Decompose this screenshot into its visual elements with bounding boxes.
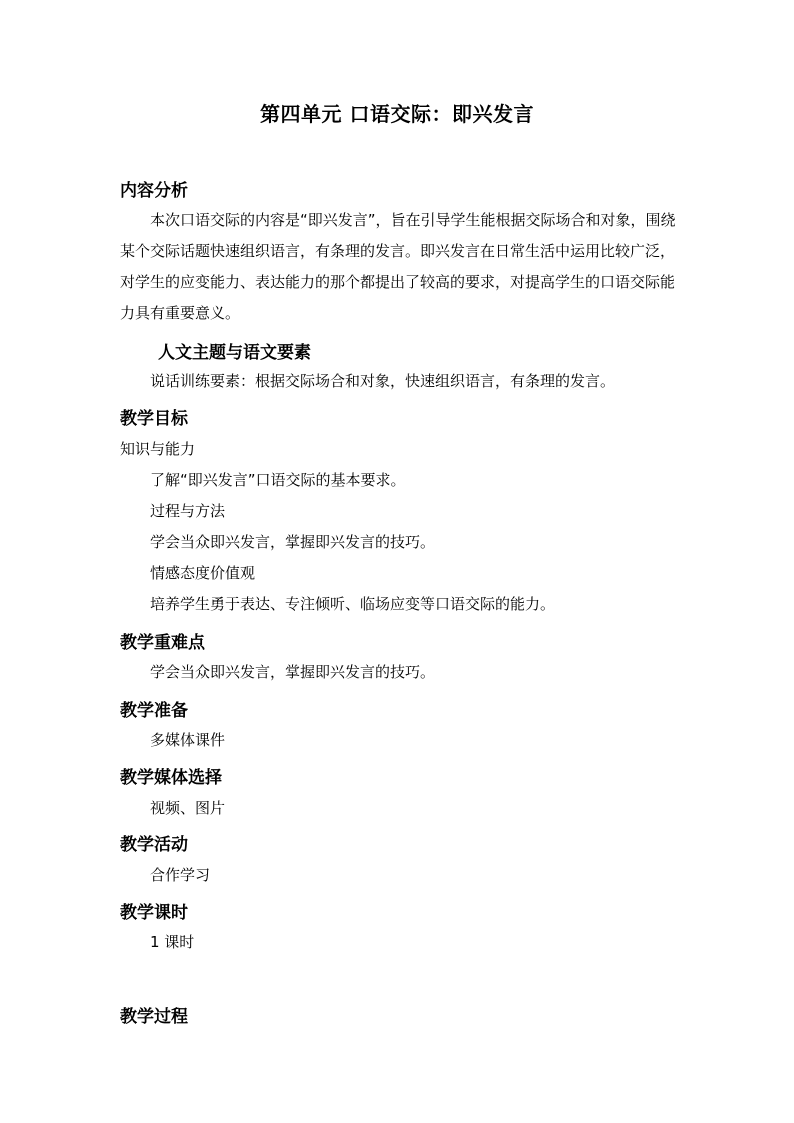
objectives-emotion-label: 情感态度价值观: [150, 564, 256, 582]
objectives-knowledge-text: 了解“即兴发言”口语交际的基本要求。: [150, 471, 406, 489]
heading-preparation: 教学准备: [120, 701, 188, 721]
objectives-process-label: 过程与方法: [150, 502, 226, 520]
heading-key-points: 教学重难点: [120, 633, 205, 653]
content-analysis-paragraph: 本次口语交际的内容是“即兴发言”，旨在引导学生能根据交际场合和对象，围绕某个交际话题快速组织语言，有条理的发言。即兴发言在日常生活中运用比较广泛，对学生的应变能力、表达能力的那个都提出了较高的要求，对提高学生的口语交际能力具有重要意义。: [120, 211, 676, 322]
heading-theme: 人文主题与语文要素: [158, 343, 311, 363]
key-points-text: 学会当众即兴发言，掌握即兴发言的技巧。: [150, 663, 436, 681]
objectives-emotion-text: 培养学生勇于表达、专注倾听、临场应变等口语交际的能力。: [150, 595, 556, 613]
page-title: 第四单元 口语交际：即兴发言: [260, 102, 534, 126]
activity-text: 合作学习: [150, 866, 211, 884]
media-text: 视频、图片: [150, 799, 226, 817]
hours-text: 1 课时: [150, 933, 195, 951]
preparation-text: 多媒体课件: [150, 731, 226, 749]
heading-process: 教学过程: [120, 1007, 188, 1027]
theme-text: 说话训练要素：根据交际场合和对象，快速组织语言，有条理的发言。: [150, 372, 616, 390]
heading-objectives: 教学目标: [120, 409, 188, 429]
objectives-knowledge-label: 知识与能力: [120, 440, 196, 458]
heading-content-analysis: 内容分析: [120, 181, 188, 201]
heading-activity: 教学活动: [120, 835, 188, 855]
objectives-process-text: 学会当众即兴发言，掌握即兴发言的技巧。: [150, 533, 436, 551]
heading-media: 教学媒体选择: [120, 768, 222, 788]
heading-hours: 教学课时: [120, 903, 188, 923]
